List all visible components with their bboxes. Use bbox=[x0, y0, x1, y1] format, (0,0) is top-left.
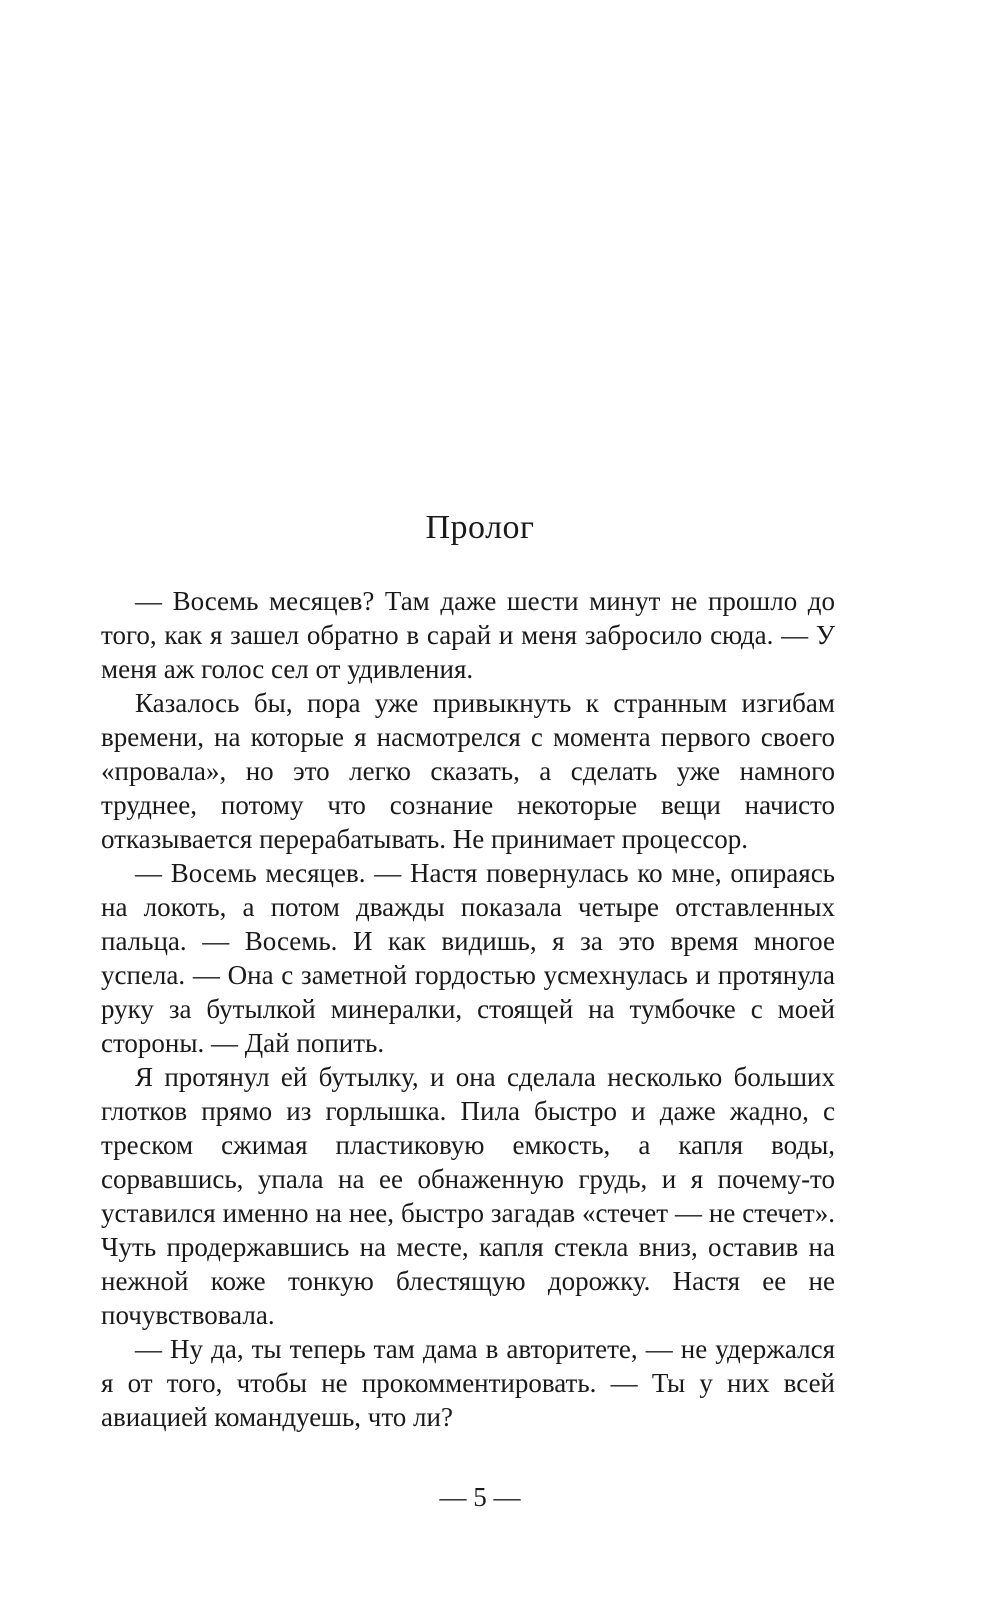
paragraph: — Ну да, ты теперь там дама в авторитете, — не удержался я от того, чтобы не прокомментировать. — Ты у них всей авиацией командуешь, что ли? bbox=[101, 1334, 835, 1432]
paragraph: — Восемь месяцев? Там даже шести минут не прошло до того, как я зашел обратно в сарай и меня забросило сюда. — У меня аж голос сел от удивления. bbox=[101, 586, 835, 684]
body-text bbox=[101, 584, 835, 1434]
paragraph: Я протянул ей бутылку, и она сделала несколько больших глотков прямо из горлышка. Пила быстро и даже жадно, с треском сжимая пластиковую емкость, а капля воды, сорвавшись, упала на ее обнаженную грудь, и я почему-то уставился именно на нее, быстро загадав «стечет — не стечет». Чуть продержавшись на месте, капля стекла вниз, оставив на нежной коже тонкую блестящую дорожку. Настя ее не почувствовала. bbox=[101, 1062, 835, 1330]
paragraph: Казалось бы, пора уже привыкнуть к странным изгибам времени, на которые я насмотрелся с момента первого своего «провала», но это легко сказать, а сделать уже намного труднее, потому что сознание некоторые вещи начисто отказывается перерабатывать. Не принимает процессор. bbox=[101, 688, 835, 854]
paragraph: — Восемь месяцев. — Настя повернулась ко мне, опираясь на локоть, а потом дважды показала четыре отставленных пальца. — Восемь. И как видишь, я за это время многое успела. — Она с заметной гордостью усмехнулась и протянула руку за бутылкой минералки, стоящей на тумбочке с моей стороны. — Дай попить. bbox=[101, 858, 835, 1058]
chapter-title: Пролог bbox=[425, 509, 535, 546]
page-number: — 5 — bbox=[439, 1482, 521, 1512]
